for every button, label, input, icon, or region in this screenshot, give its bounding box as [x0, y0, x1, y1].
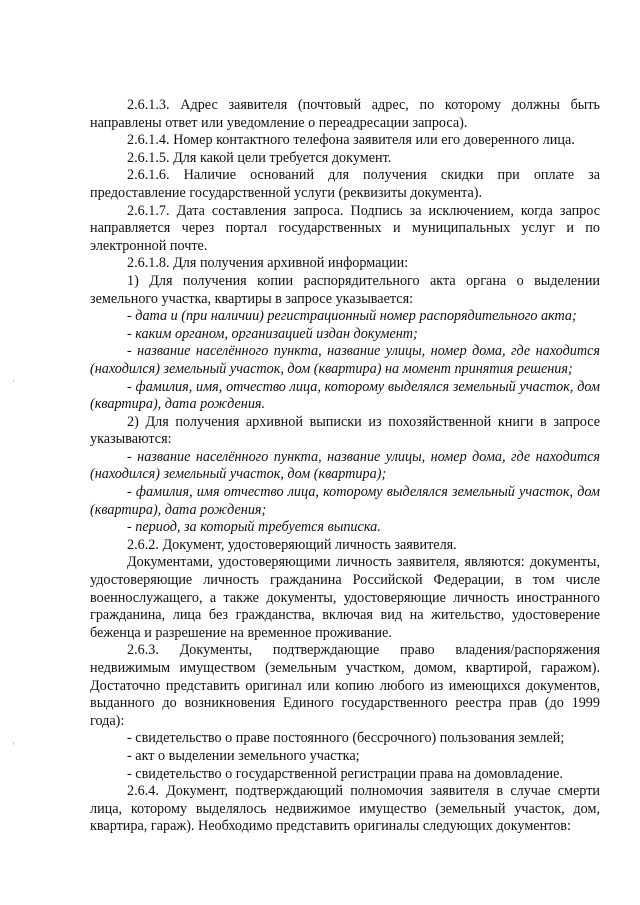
list-item: - название населённого пункта, название улицы, номер дома, где находится (находился) земельный участок, дом (квартира) на момент принятия решения; [90, 343, 600, 377]
paragraph: 2.6.2. Документ, удостоверяющий личность заявителя. [127, 536, 457, 553]
paragraph: 2.6.1.4. Номер контактного телефона заявителя или его доверенного лица. [127, 132, 575, 149]
paragraph: 2.6.1.7. Дата составления запроса. Подпись за исключением, когда запрос направляется через портал государственных и муниципальных услуг и по электронной почте. [90, 202, 600, 254]
list-item: - дата и (при наличии) регистрационный номер распорядительного акта; [127, 308, 577, 325]
list-item: - фамилия, имя, отчество лица, которому выделялся земельный участок, дом (квартира), дата рождения. [90, 378, 600, 413]
list-item: - период, за который требуется выписка. [127, 519, 381, 536]
list-item: - каким органом, организацией издан документ; [127, 325, 418, 342]
document-page [90, 97, 600, 836]
paragraph: 2.6.3. Документы, подтверждающие право владения/распоряжения недвижимым имуществом (земельным участком, домом, квартирой, гаражом). Достаточно представить оригинал или копию любого из имеющихся документов, выданного до возникновения Единого государственного реестра прав (до 1999 года): [90, 642, 600, 729]
paragraph: 2.6.1.5. Для какой цели требуется документ. [127, 149, 392, 166]
list-item: - название населённого пункта, название улицы, номер дома, где находится (находился) земельный участок, дом (квартира); [90, 448, 600, 483]
list-item: - свидетельство о государственной регистрации права на домовладение. [127, 765, 563, 782]
list-item: - акт о выделении земельного участка; [127, 747, 360, 764]
scan-edge-mark [13, 380, 14, 382]
list-item: - свидетельство о праве постоянного (бессрочного) пользования землей; [127, 730, 565, 747]
scan-edge-mark [13, 742, 14, 745]
paragraph: 2.6.1.6. Наличие оснований для получения скидки при оплате за предоставление государственной услуги (реквизиты документа). [90, 167, 600, 201]
list-item: - фамилия, имя отчество лица, которому выделялся земельный участок, дом (квартира), дата рождения; [90, 484, 600, 518]
paragraph: 2.6.1.8. Для получения архивной информации: [127, 255, 409, 272]
paragraph: 2.6.1.3. Адрес заявителя (почтовый адрес, по которому должны быть направлены ответ или уведомление о переадресации запроса). [90, 97, 600, 131]
paragraph: 2) Для получения архивной выписки из похозяйственной книги в запросе указываются: [90, 413, 600, 448]
paragraph: 2.6.4. Документ, подтверждающий полномочия заявителя в случае смерти лица, которому выделялось недвижимое имущество (земельный участок, дом, квартира, гараж). Необходимо представить оригиналы следующих документов: [90, 783, 600, 835]
paragraph: Документами, удостоверяющими личность заявителя, являются: документы, удостоверяющие личность гражданина Российской Федерации, в том числе военнослужащего, а также документы, удостоверяющие личность иностранного гражданина, лица без гражданства, включая вид на жительство, удостоверение беженца и разрешение на временное проживание. [90, 554, 600, 641]
paragraph: 1) Для получения копии распорядительного акта органа о выделении земельного участка, квартиры в запросе указывается: [90, 272, 600, 307]
